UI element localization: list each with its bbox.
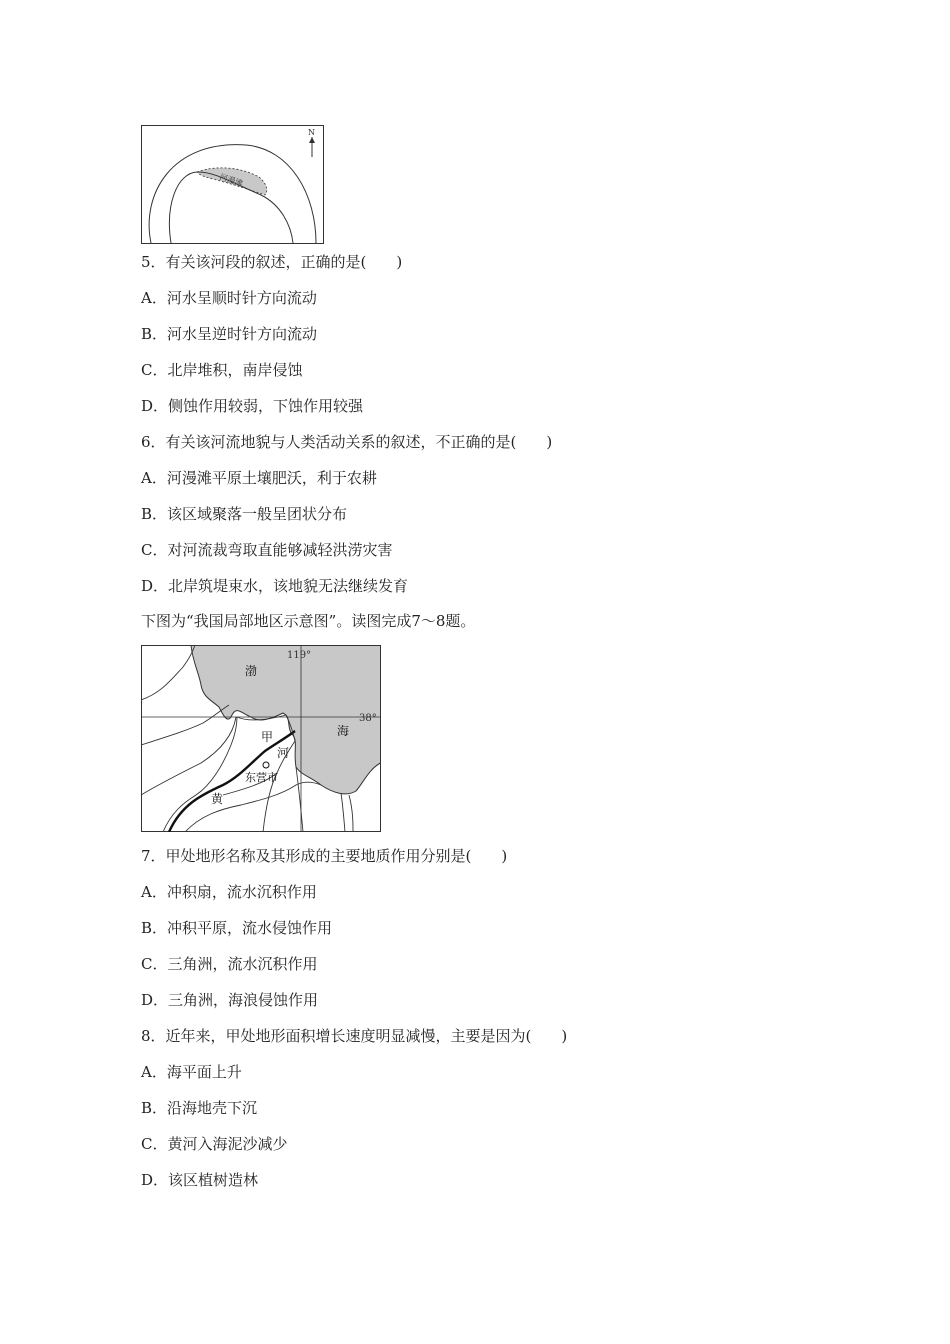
question-6-stem: 6．有关该河流地貌与人类活动关系的叙述，不正确的是( ) [141, 433, 553, 451]
question-6-option-d: D．北岸筑堤束水，该地貌无法继续发育 [141, 577, 409, 595]
question-5-option-c: C．北岸堆积，南岸侵蚀 [141, 361, 303, 379]
river-meander-map [141, 125, 324, 244]
yellow-river-delta-map [141, 645, 381, 832]
floodplain-label: 河漫滩 [218, 172, 244, 189]
question-6-option-a: A．河漫滩平原土壤肥沃，利于农耕 [141, 469, 377, 487]
bohai-label-2: 海 [337, 724, 350, 738]
question-7-option-d: D．三角洲，海浪侵蚀作用 [141, 991, 319, 1009]
dongying-city-label: 东营市 [245, 771, 278, 784]
section-intro: 下图为“我国局部地区示意图”。读图完成7～8题。 [141, 612, 476, 630]
question-5-option-d: D．侧蚀作用较弱，下蚀作用较强 [141, 397, 364, 415]
river-label-he: 河 [277, 746, 290, 760]
question-7-stem: 7．甲处地形名称及其形成的主要地质作用分别是( ) [141, 847, 508, 865]
north-label: N [308, 128, 315, 137]
question-6-option-b: B．该区域聚落一般呈团状分布 [141, 505, 348, 523]
question-8-option-c: C．黄河入海泥沙减少 [141, 1135, 288, 1153]
jia-label: 甲 [261, 730, 274, 744]
dongying-city-marker [263, 762, 269, 768]
question-7-option-a: A．冲积扇，流水沉积作用 [141, 883, 317, 901]
bohai-label-1: 渤 [245, 664, 258, 678]
question-8-option-d: D．该区植树造林 [141, 1171, 259, 1189]
question-7-option-b: B．冲积平原，流水侵蚀作用 [141, 919, 333, 937]
longitude-label: 119° [287, 650, 312, 661]
question-5-stem: 5．有关该河段的叙述，正确的是( ) [141, 253, 403, 271]
question-5-option-b: B．河水呈逆时针方向流动 [141, 325, 318, 343]
question-5-option-a: A．河水呈顺时针方向流动 [141, 289, 317, 307]
question-7-option-c: C．三角洲，流水沉积作用 [141, 955, 318, 973]
question-8-stem: 8．近年来，甲处地形面积增长速度明显减慢，主要是因为( ) [141, 1027, 568, 1045]
question-6-option-c: C．对河流裁弯取直能够减轻洪涝灾害 [141, 541, 393, 559]
question-8-option-b: B．沿海地壳下沉 [141, 1099, 258, 1117]
latitude-label: 38° [359, 713, 377, 724]
river-label-huang: 黄 [211, 792, 224, 806]
question-8-option-a: A．海平面上升 [141, 1063, 242, 1081]
